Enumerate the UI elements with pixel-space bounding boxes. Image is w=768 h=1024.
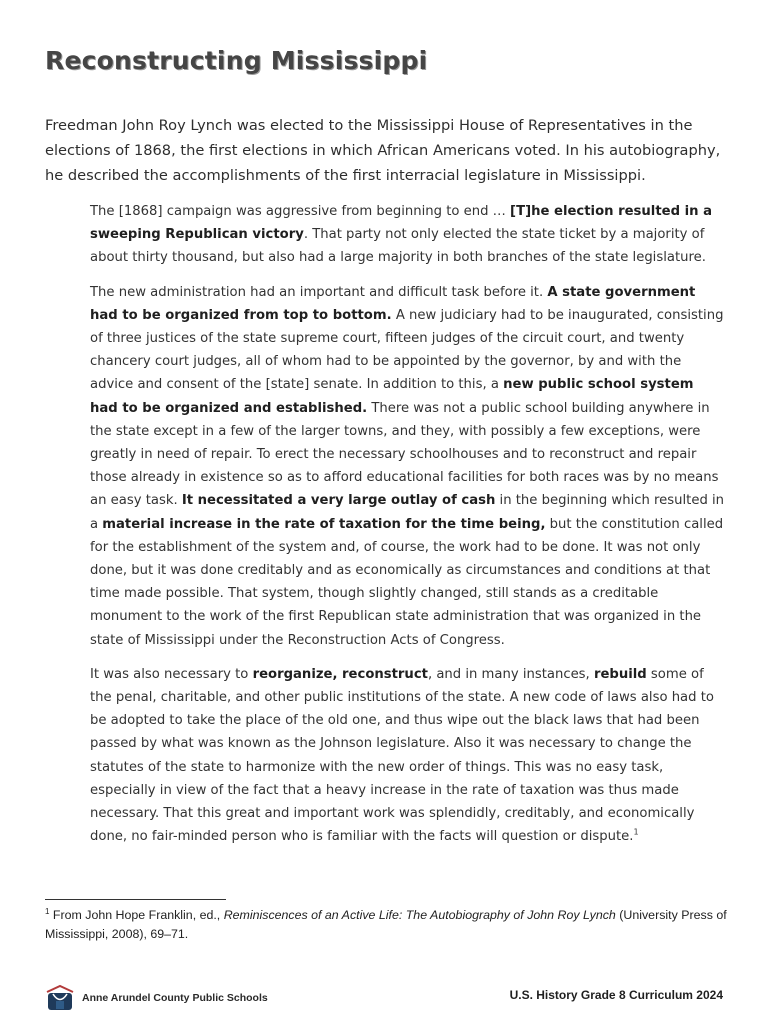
footnote xyxy=(45,906,735,943)
quote-paragraph-2 xyxy=(90,281,725,652)
bold-emphasis: A state government had to be organized from top to bottom. xyxy=(90,284,696,323)
footer-school xyxy=(44,983,268,1013)
footnote-divider xyxy=(45,899,226,900)
quote-text: some of the penal, charitable, and other public institutions of the state. A new code of laws also had to be adopted to take the place of the old one, and thus wipe out the black laws that had been passed by what was known as the Johnson legislature. Also it was necessary to change the statutes of the state to harmonize with the new order of things. This was no easy task, especially in view of the fact that a heavy increase in the rate of taxation was thus made necessary. That this great and important work was splendidly, creditably, and economically done, no fair-minded person who is familiar with the facts will question or dispute. xyxy=(90,666,714,845)
bold-emphasis: material increase in the rate of taxation for the time being, xyxy=(102,516,546,532)
page-title: Reconstructing Mississippi xyxy=(45,46,428,75)
footnote-mark: 1 xyxy=(45,906,50,916)
quote-text: , and in many instances, xyxy=(427,666,594,682)
quote-text: A new judiciary had to be inaugurated, consisting of three justices of the state supreme court, fifteen judges of the circuit court, and twenty chancery court judges, all of whom had to be appointed by the governor, by and with the advice and consent of the [state] senate. In addition to this, a xyxy=(90,307,724,393)
course-name: U.S. History Grade 8 Curriculum 2024 xyxy=(509,988,723,1002)
block-quote xyxy=(90,200,725,859)
quote-text: It was also necessary to xyxy=(90,666,253,682)
bold-emphasis: It necessitated a very large outlay of cash xyxy=(181,493,496,509)
intro-paragraph: Freedman John Roy Lynch was elected to the Mississippi House of Representatives in the elections of 1868, the first elections in which African Americans voted. In his autobiography, he described the accomplishments of the first interracial legislature in Mississippi. xyxy=(45,117,721,184)
footnote-text-before: From John Hope Franklin, ed., xyxy=(49,908,224,922)
footnote-text-after: (University Press of Mississippi, 2008), 69–71. xyxy=(45,908,727,941)
bold-emphasis: [T]he election resulted in a sweeping Republican victory xyxy=(90,204,712,243)
quote-paragraph-1 xyxy=(90,200,725,270)
quote-text: in the beginning which resulted in a xyxy=(90,493,725,532)
footnote-reference[interactable]: 1 xyxy=(633,827,639,837)
footnote-book-title: Reminiscences of an Active Life: The Autobiography of John Roy Lynch xyxy=(223,908,616,922)
school-name: Anne Arundel County Public Schools xyxy=(82,992,268,1004)
bold-emphasis: new public school system had to be organized and established. xyxy=(90,377,694,416)
school-logo-icon xyxy=(44,983,76,1013)
bold-emphasis: rebuild xyxy=(593,666,647,682)
quote-paragraph-3-text xyxy=(90,667,714,844)
quote-text: There was not a public school building anywhere in the state except in a few of the larger towns, and they, with possibly a few exceptions, were greatly in need of repair. To erect the necessary schoolhouses and to reconstruct and repair those already in existence so as to afford educational facilities for both races was by no means an easy task. xyxy=(90,400,719,509)
quote-text: The [1868] campaign was aggressive from beginning to end … xyxy=(90,204,511,219)
quote-text: but the constitution called for the establishment of the system and, of course, the work had to be done. It was not only done, but it was done creditably and as economically as circumstances and conditions at that time made possible. That system, though slightly changed, still stands as a creditable monument to the work of the first Republican state administration that was organized in the state of Mississippi under the Reconstruction Acts of Congress. xyxy=(90,516,724,648)
quote-paragraph-3 xyxy=(90,663,725,849)
quote-text: The new administration had an important and difficult task before it. xyxy=(90,284,548,300)
bold-emphasis: reorganize, reconstruct xyxy=(252,666,428,682)
quote-text: . That party not only elected the state ticket by a majority of about thirty thousand, but also had a large majority in both branches of the state legislature. xyxy=(90,227,706,266)
